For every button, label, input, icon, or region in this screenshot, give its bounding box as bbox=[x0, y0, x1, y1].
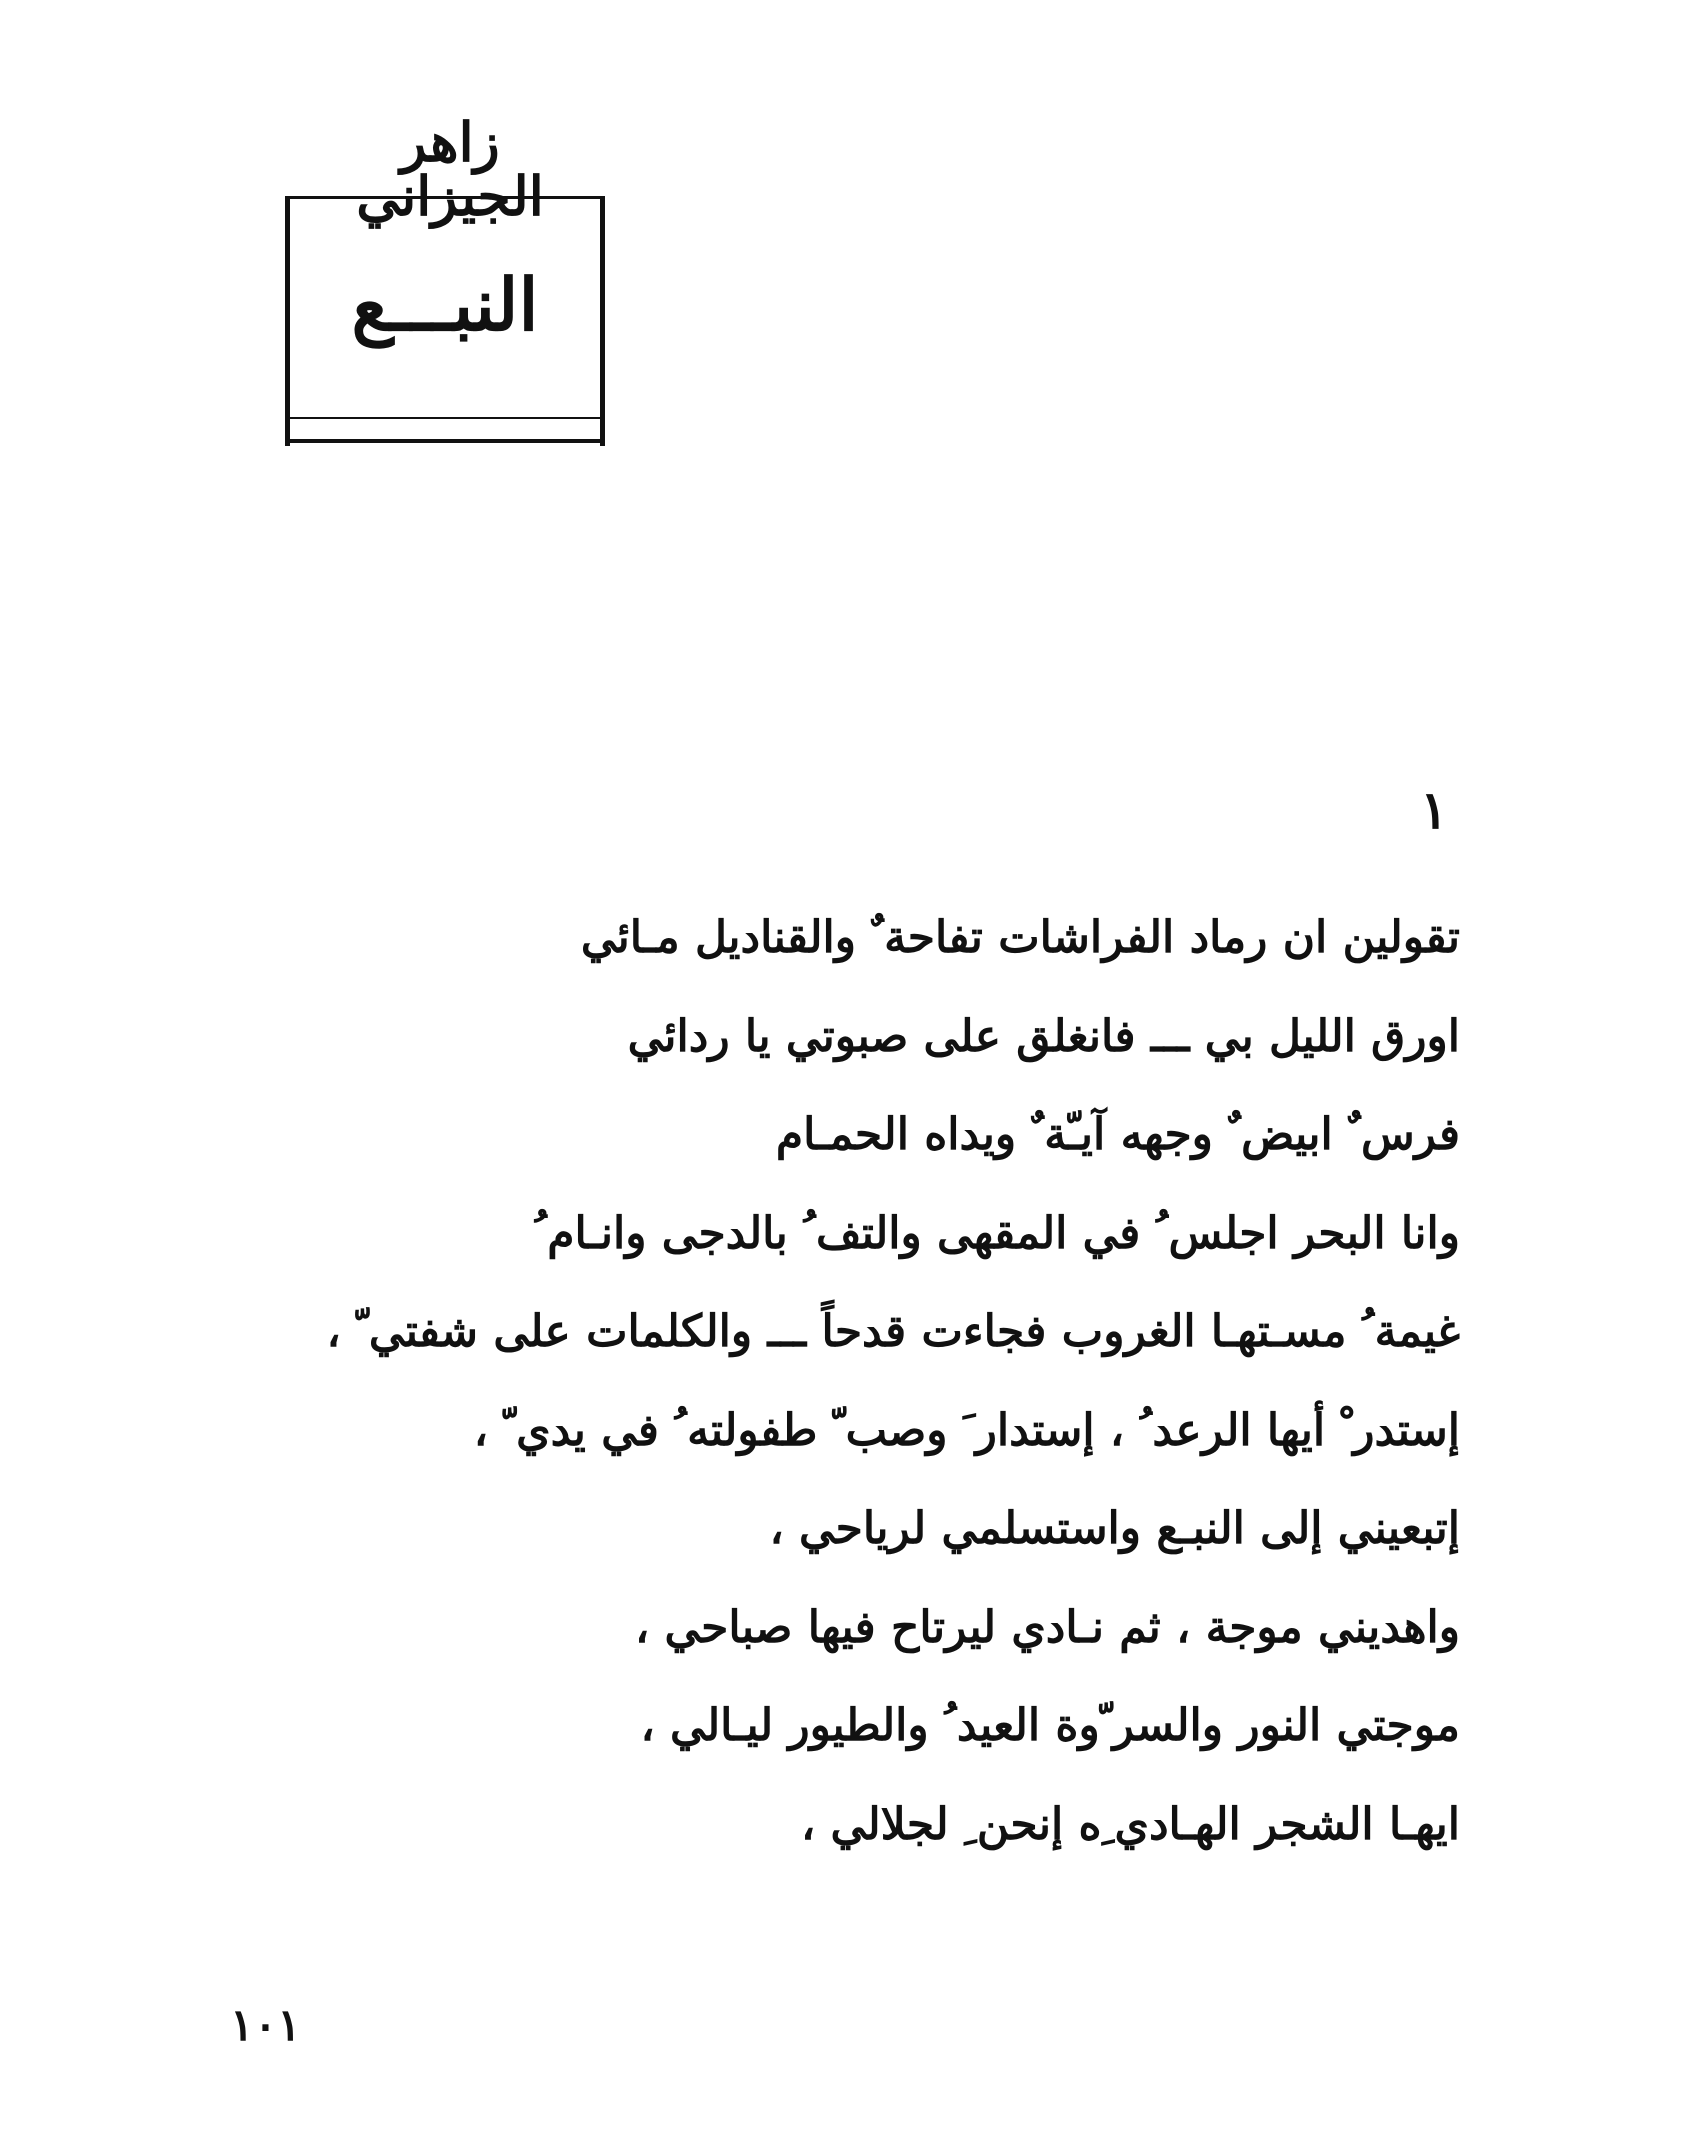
poem-line: إستدر ْ أيها الرعد ُ ، إستدار َ وصب ّ طفولته ُ في يدي ّ ، bbox=[473, 1404, 1460, 1456]
poem-line: واهديني موجة ، ثم نـادي ليرتاح فيها صباحي ، bbox=[634, 1601, 1460, 1653]
author-name: زاهر الجيزاني bbox=[356, 110, 544, 228]
poem-line: وانا البحر اجلس ُ في المقهى والتف ُ بالدجى وانـام ُ bbox=[534, 1207, 1460, 1259]
poem-line: موجتي النور والسر ّوة العيد ُ والطيور ليـالي ، bbox=[640, 1700, 1460, 1751]
poem-line: غيمة ُ مسـتهـا الغروب فجاءت قدحاً ـــ والكلمات على شفتي ّ ، bbox=[326, 1306, 1460, 1357]
poem-body bbox=[326, 908, 1460, 1893]
poem-line: فرس ٌ ابيض ٌ وجهه آيـّة ٌ ويداه الحمـام bbox=[775, 1109, 1460, 1160]
page-number: ١٠١ bbox=[230, 2000, 301, 2051]
title-frame bbox=[285, 196, 605, 446]
poem-line: ايهـا الشجر الهـادي ِه إنحن ِ لجلالي ، bbox=[801, 1798, 1460, 1850]
section-number: ١ bbox=[1420, 780, 1448, 841]
poem-line: إتبعيني إلى النبـع واستسلمي لرياحي ، bbox=[769, 1503, 1460, 1554]
frame-rule-thick bbox=[290, 439, 600, 443]
poem-title: النبـــع bbox=[351, 262, 539, 347]
poem-line: تقولين ان رماد الفراشات تفاحة ٌ والقناديل مـائي bbox=[580, 912, 1460, 963]
poem-line: اورق الليل بي ـــ فانغلق على صبوتي يا ردائي bbox=[627, 1010, 1460, 1062]
frame-rule-thin bbox=[290, 417, 600, 419]
